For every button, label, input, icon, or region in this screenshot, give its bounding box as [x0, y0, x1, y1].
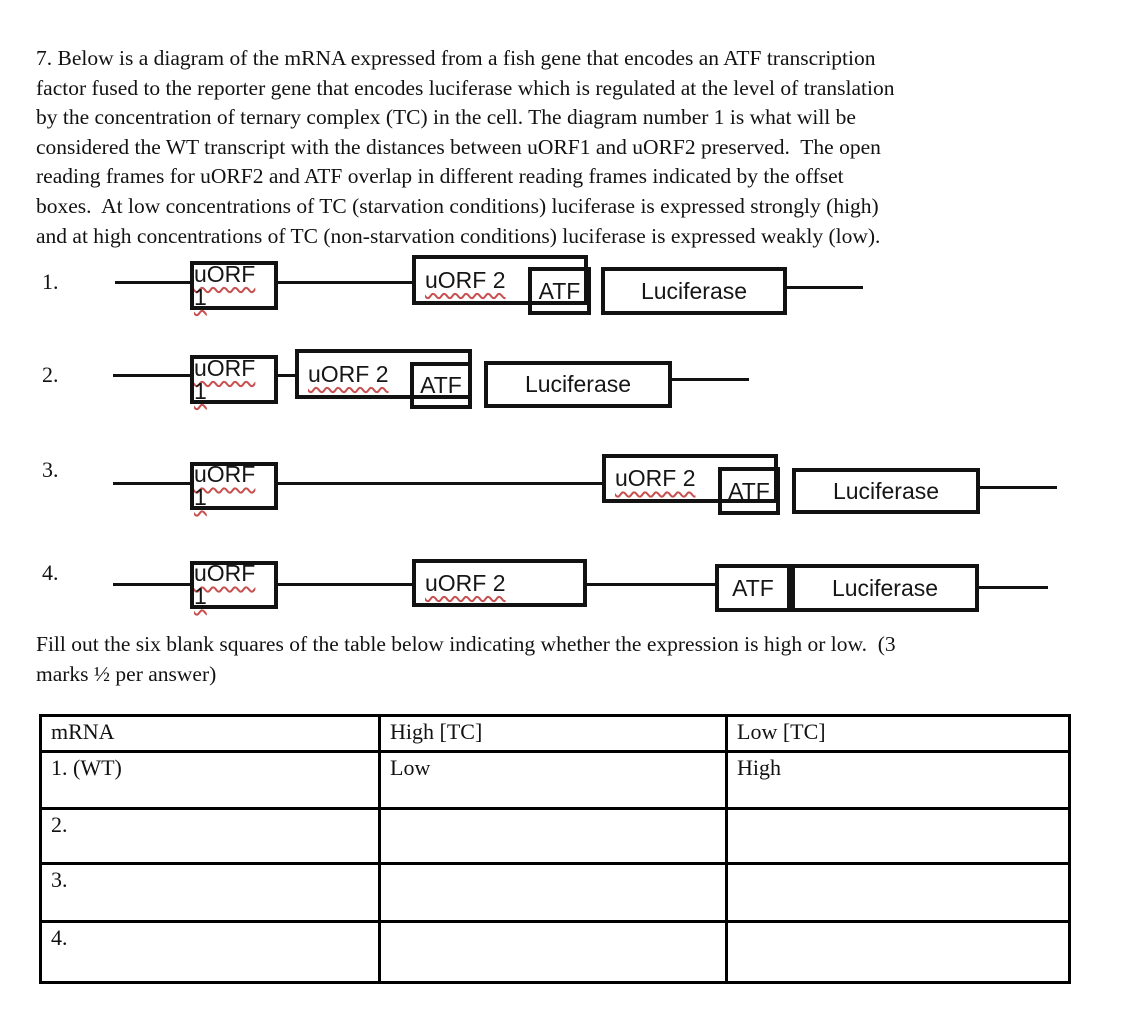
instruction-line: Fill out the six blank squares of the table below indicating whether the expression is high or low. (3 — [36, 632, 896, 656]
table-row — [41, 864, 1070, 922]
table-row — [41, 922, 1070, 983]
table-header-row — [41, 716, 1070, 752]
atf-box — [715, 564, 791, 612]
uorf1-label: uORF 1 — [194, 260, 256, 310]
atf-label: ATF — [538, 277, 581, 304]
uorf1-box — [190, 462, 278, 510]
mrna-line-segment — [276, 482, 604, 485]
atf-label: ATF — [728, 477, 770, 504]
mrna-line-segment — [975, 586, 1048, 589]
mrna-line-segment — [585, 583, 717, 586]
luciferase-box — [792, 468, 980, 514]
instruction-text — [36, 630, 896, 689]
uorf2-box — [412, 559, 587, 607]
mrna-line-segment — [276, 583, 414, 586]
question-line: considered the WT transcript with the distances between uORF1 and uORF2 preserved. The open — [36, 134, 881, 159]
uorf1-label: uORF 1 — [194, 354, 256, 404]
cell-low-tc-row2 — [727, 809, 1070, 864]
question-text — [36, 44, 894, 251]
cell-high-tc-row3 — [380, 864, 727, 922]
table-row — [41, 752, 1070, 809]
question-line: factor fused to the reporter gene that encodes luciferase which is regulated at the level of translation — [36, 75, 895, 100]
uorf1-box — [190, 561, 278, 609]
question-line: and at high concentrations of TC (non-starvation conditions) luciferase is expressed weakly (low). — [36, 223, 881, 248]
luciferase-label: Luciferase — [831, 574, 939, 601]
cell-low-tc-row3 — [727, 864, 1070, 922]
uorf2-label: uORF 2 — [425, 266, 506, 293]
cell-mrna-row3: 3. — [41, 864, 380, 922]
atf-label: ATF — [420, 372, 462, 398]
cell-low-tc-row4 — [727, 922, 1070, 983]
table-row — [41, 809, 1070, 864]
diagram-number: 4. — [42, 560, 59, 585]
cell-mrna-row4: 4. — [41, 922, 380, 983]
cell-mrna-row1: 1. (WT) — [41, 752, 380, 809]
atf-label: ATF — [732, 574, 774, 601]
luciferase-label: Luciferase — [524, 371, 632, 397]
expression-table — [39, 714, 1071, 984]
mrna-line-segment — [113, 482, 192, 485]
mrna-line-segment — [670, 378, 749, 381]
instruction-line: marks ½ per answer) — [36, 661, 217, 686]
mrna-line-segment — [115, 281, 192, 284]
atf-box — [718, 467, 780, 515]
diagram-number: 1. — [42, 269, 59, 294]
mrna-line-segment — [113, 374, 192, 377]
luciferase-label: Luciferase — [832, 477, 940, 504]
table-header-high-tc: High [TC] — [380, 716, 727, 752]
table-header-mrna: mRNA — [41, 716, 380, 752]
cell-high-tc-row2 — [380, 809, 727, 864]
uorf1-label: uORF 1 — [194, 560, 256, 609]
uorf2-label: uORF 2 — [308, 360, 389, 387]
diagram-number: 2. — [42, 362, 59, 387]
uorf1-label: uORF 1 — [194, 461, 256, 510]
luciferase-box — [601, 267, 787, 315]
question-line: 7. Below is a diagram of the mRNA expressed from a fish gene that encodes an ATF transcription — [36, 46, 876, 70]
mrna-line-segment — [276, 281, 414, 284]
table-header-low-tc: Low [TC] — [727, 716, 1070, 752]
atf-box — [410, 362, 472, 409]
uorf1-box — [190, 261, 278, 310]
atf-box — [528, 267, 591, 315]
question-line: reading frames for uORF2 and ATF overlap in different reading frames indicated by the offset — [36, 164, 844, 189]
cell-high-tc-row1: Low — [380, 752, 727, 809]
question-line: by the concentration of ternary complex (TC) in the cell. The diagram number 1 is what will be — [36, 105, 856, 130]
mrna-line-segment — [784, 286, 863, 289]
cell-low-tc-row1: High — [727, 752, 1070, 809]
uorf1-box — [190, 355, 278, 404]
luciferase-box — [791, 564, 979, 612]
question-line: boxes. At low concentrations of TC (starvation conditions) luciferase is expressed strongly (high) — [36, 193, 879, 218]
mrna-line-segment — [978, 486, 1057, 489]
uorf2-label: uORF 2 — [615, 465, 696, 491]
luciferase-box — [484, 361, 672, 408]
cell-mrna-row2: 2. — [41, 809, 380, 864]
uorf2-label: uORF 2 — [425, 569, 506, 596]
diagram-number: 3. — [42, 457, 59, 482]
mrna-line-segment — [113, 583, 192, 586]
cell-high-tc-row4 — [380, 922, 727, 983]
luciferase-label: Luciferase — [640, 277, 748, 304]
